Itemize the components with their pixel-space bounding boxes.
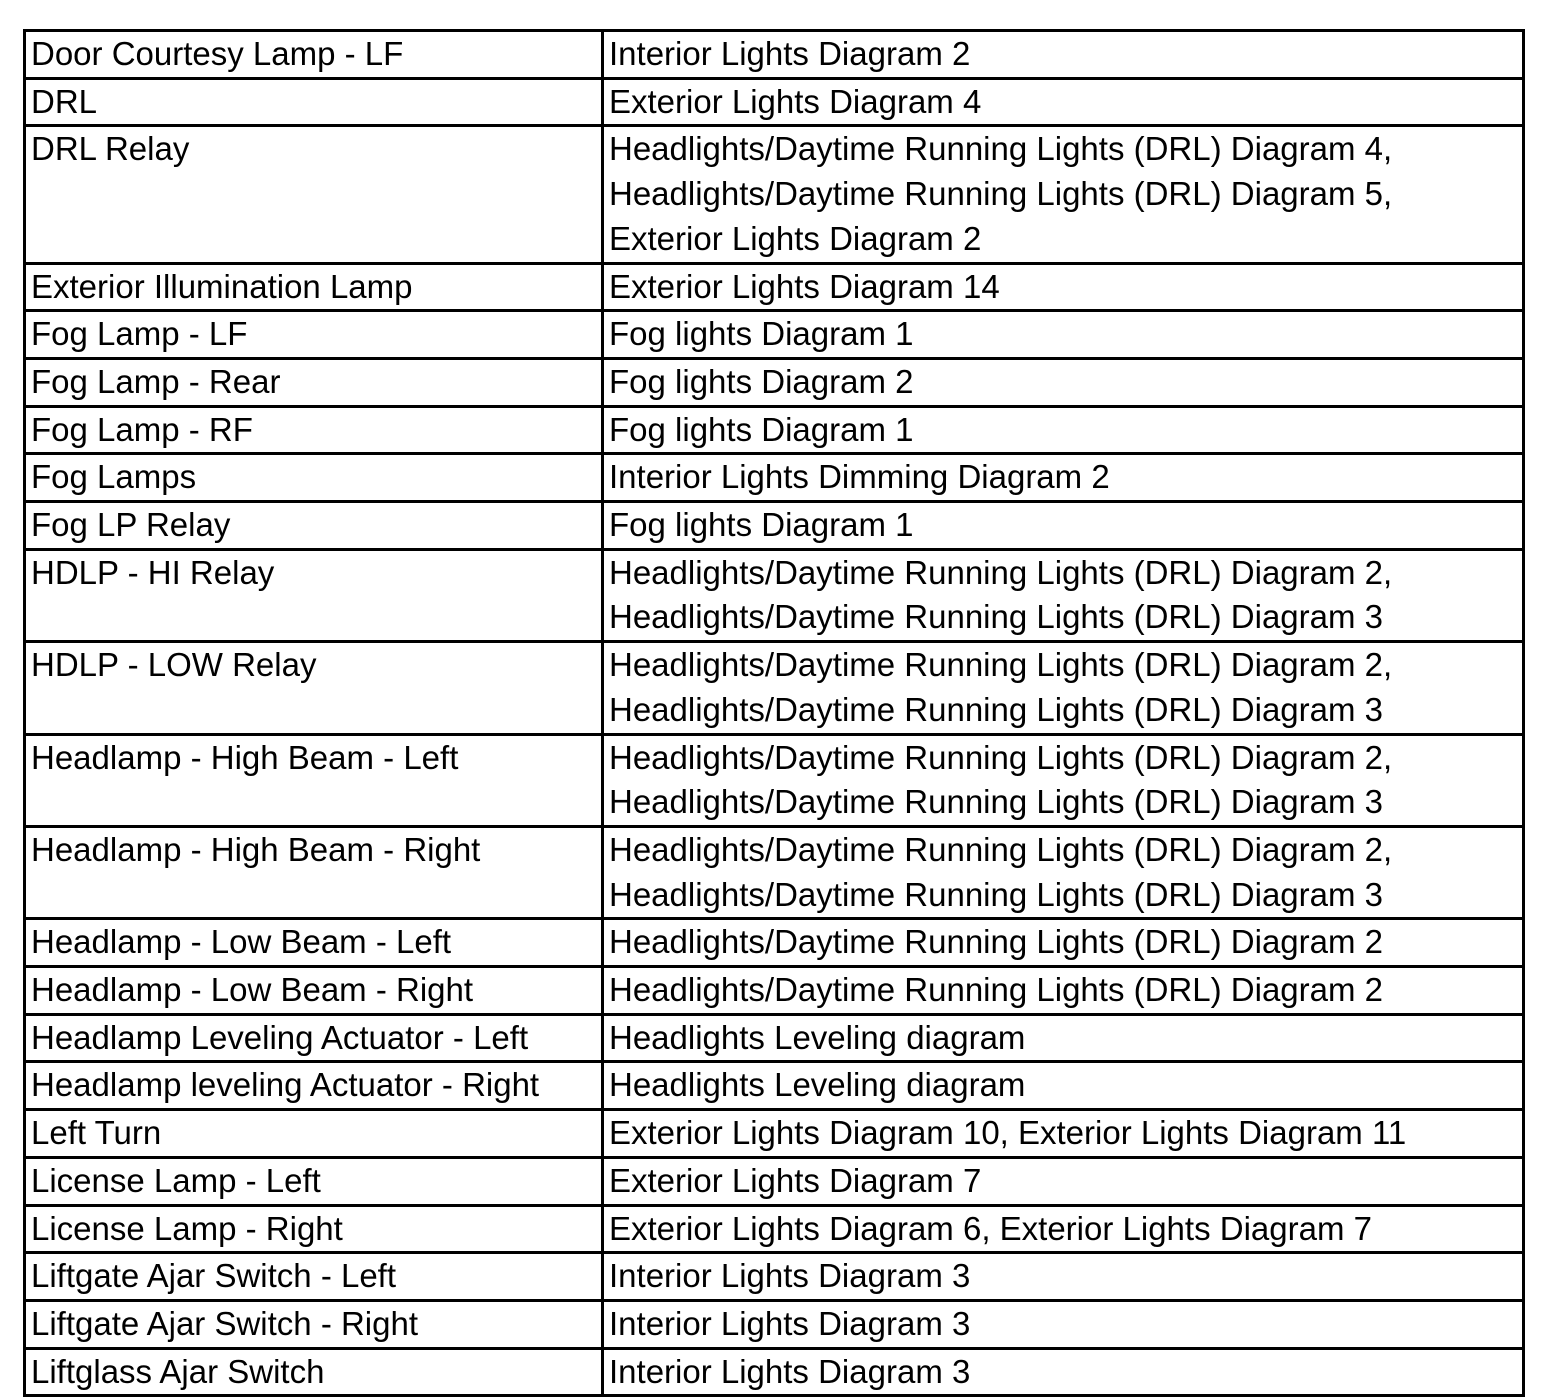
table-row	[25, 126, 1524, 263]
diagram-cell: Interior Lights Diagram 3	[603, 1300, 1524, 1348]
component-cell: Fog LP Relay	[25, 502, 603, 550]
diagram-cell: Fog lights Diagram 1	[603, 311, 1524, 359]
component-cell: Fog Lamps	[25, 454, 603, 502]
component-cell: Fog Lamp - LF	[25, 311, 603, 359]
table-row	[25, 919, 1524, 967]
table-row	[25, 358, 1524, 406]
component-cell: Door Courtesy Lamp - LF	[25, 31, 603, 79]
component-cell: Headlamp - Low Beam - Right	[25, 967, 603, 1015]
table-row	[25, 263, 1524, 311]
diagram-cell: Exterior Lights Diagram 7	[603, 1157, 1524, 1205]
component-cell: DRL	[25, 78, 603, 126]
diagram-cell: Headlights Leveling diagram	[603, 1062, 1524, 1110]
table-row	[25, 406, 1524, 454]
diagram-cell: Interior Lights Diagram 2	[603, 31, 1524, 79]
table-row	[25, 78, 1524, 126]
table-row	[25, 1110, 1524, 1158]
diagram-cell: Interior Lights Diagram 3	[603, 1253, 1524, 1301]
component-cell: Exterior Illumination Lamp	[25, 263, 603, 311]
table-row	[25, 31, 1524, 79]
diagram-cell: Fog lights Diagram 1	[603, 502, 1524, 550]
diagram-cell: Exterior Lights Diagram 4	[603, 78, 1524, 126]
component-cell: DRL Relay	[25, 126, 603, 263]
diagram-cell: Exterior Lights Diagram 14	[603, 263, 1524, 311]
component-cell: Headlamp leveling Actuator - Right	[25, 1062, 603, 1110]
diagram-cell: Headlights/Daytime Running Lights (DRL) Diagram 2, Headlights/Daytime Running Lights (DRL) Diagram 3	[603, 549, 1524, 641]
component-cell: HDLP - LOW Relay	[25, 642, 603, 734]
component-index-table	[23, 29, 1525, 1397]
table-row	[25, 1062, 1524, 1110]
component-cell: Liftglass Ajar Switch	[25, 1348, 603, 1396]
table-row	[25, 734, 1524, 826]
component-cell: Liftgate Ajar Switch - Left	[25, 1253, 603, 1301]
diagram-cell: Headlights Leveling diagram	[603, 1014, 1524, 1062]
component-cell: License Lamp - Left	[25, 1157, 603, 1205]
table-row	[25, 549, 1524, 641]
component-cell: Liftgate Ajar Switch - Right	[25, 1300, 603, 1348]
diagram-cell: Headlights/Daytime Running Lights (DRL) Diagram 2, Headlights/Daytime Running Lights (DRL) Diagram 3	[603, 734, 1524, 826]
component-cell: Headlamp Leveling Actuator - Left	[25, 1014, 603, 1062]
table-row	[25, 642, 1524, 734]
table-row	[25, 1205, 1524, 1253]
table-row	[25, 454, 1524, 502]
component-cell: Fog Lamp - Rear	[25, 358, 603, 406]
component-cell: Fog Lamp - RF	[25, 406, 603, 454]
diagram-cell: Headlights/Daytime Running Lights (DRL) Diagram 4, Headlights/Daytime Running Lights (DRL) Diagram 5, Exterior Lights Diagram 2	[603, 126, 1524, 263]
table-row	[25, 1014, 1524, 1062]
table-row	[25, 967, 1524, 1015]
table-row	[25, 1348, 1524, 1396]
table-body	[25, 31, 1524, 1396]
diagram-cell: Headlights/Daytime Running Lights (DRL) Diagram 2	[603, 967, 1524, 1015]
diagram-cell: Fog lights Diagram 2	[603, 358, 1524, 406]
table-row	[25, 502, 1524, 550]
component-cell: License Lamp - Right	[25, 1205, 603, 1253]
table-row	[25, 1300, 1524, 1348]
table-row	[25, 311, 1524, 359]
component-cell: Headlamp - High Beam - Right	[25, 826, 603, 918]
diagram-cell: Exterior Lights Diagram 10, Exterior Lights Diagram 11	[603, 1110, 1524, 1158]
diagram-cell: Exterior Lights Diagram 6, Exterior Lights Diagram 7	[603, 1205, 1524, 1253]
component-cell: Left Turn	[25, 1110, 603, 1158]
table-row	[25, 1253, 1524, 1301]
diagram-cell: Headlights/Daytime Running Lights (DRL) Diagram 2, Headlights/Daytime Running Lights (DRL) Diagram 3	[603, 826, 1524, 918]
component-cell: HDLP - HI Relay	[25, 549, 603, 641]
table-row	[25, 826, 1524, 918]
component-cell: Headlamp - Low Beam - Left	[25, 919, 603, 967]
diagram-cell: Headlights/Daytime Running Lights (DRL) Diagram 2	[603, 919, 1524, 967]
diagram-cell: Interior Lights Diagram 3	[603, 1348, 1524, 1396]
component-cell: Headlamp - High Beam - Left	[25, 734, 603, 826]
diagram-cell: Interior Lights Dimming Diagram 2	[603, 454, 1524, 502]
diagram-cell: Fog lights Diagram 1	[603, 406, 1524, 454]
table-row	[25, 1157, 1524, 1205]
diagram-cell: Headlights/Daytime Running Lights (DRL) Diagram 2, Headlights/Daytime Running Lights (DRL) Diagram 3	[603, 642, 1524, 734]
